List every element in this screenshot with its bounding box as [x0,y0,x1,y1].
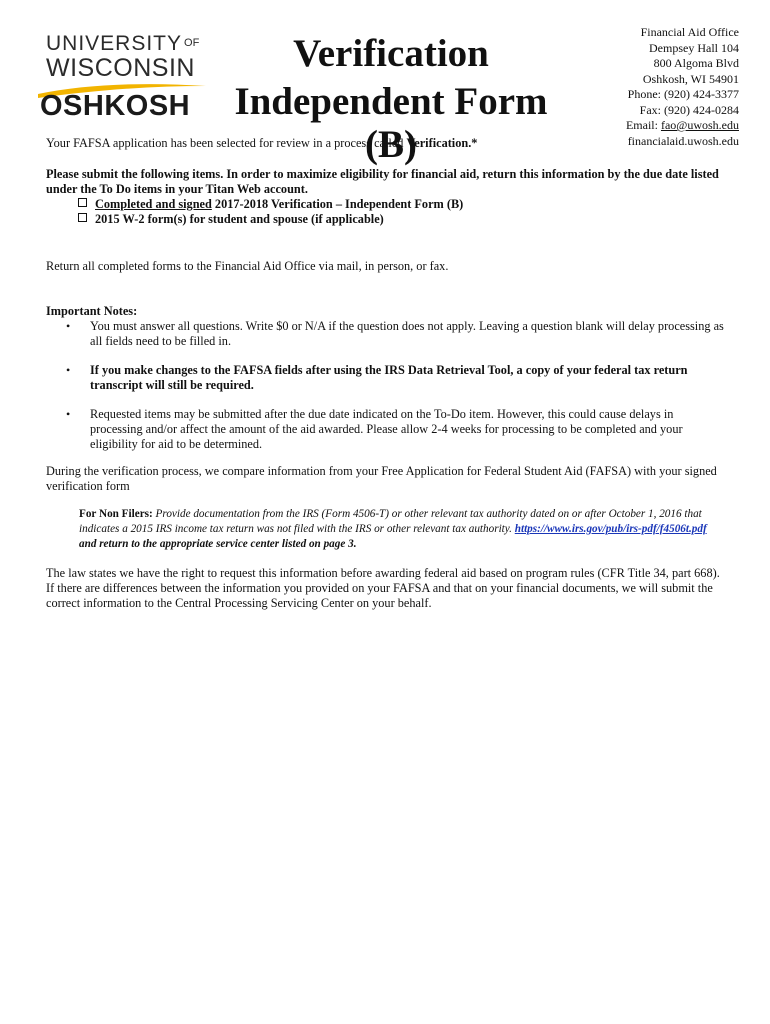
contact-phone: Phone: (920) 424-3377 [627,87,739,101]
bullet-icon: • [66,319,71,333]
non-filers-paragraph [46,507,726,552]
checkbox-icon [78,213,87,222]
bullet-icon: • [66,363,71,377]
logo-of: OF [184,37,200,49]
contact-building: Dempsey Hall 104 [649,40,739,55]
checkbox-icon [78,198,87,207]
logo-university: UNIVERSITY OF [46,32,200,55]
checklist-item-w2-text: 2015 W-2 form(s) for student and spouse (if applicable) [95,212,384,226]
bullet-icon: • [66,407,71,421]
contact-website[interactable]: financialaid.uwosh.edu [627,133,739,148]
checklist-item-form-rest: 2017-2018 Verification – Independent Form (B) [211,197,464,211]
compare-paragraph: During the verification process, we compare information from your Free Application for Federal Student Aid (FAFSA) with your signed verification form [46,464,717,493]
logo-oshkosh: OSHKOSH [40,90,191,122]
contact-email-link[interactable]: fao@uwosh.edu [660,118,739,132]
contact-street: 800 Algoma Blvd [653,56,739,70]
non-filers-label: For Non Filers: [79,508,153,520]
note-text-1: You must answer all questions. Write $0 or N/A if the question does not apply. Leaving a question blank will delay processing as all fields need to be filled in. [90,319,724,348]
non-filers-text: Provide documentation from the IRS (Form 4506-T) or other relevant tax authority dated on or after October 1, 2016 that indicates a 2015 IRS income tax return was not filed with the IRS or other relevant tax authority. [79,508,702,535]
intro-verification: Verification.* [406,136,478,150]
logo-wisconsin: WISCONSIN [46,54,195,82]
intro-paragraph: Your FAFSA application has been selected for review in a process called Verification.* [46,136,478,150]
contact-email-label: Email: [625,118,661,132]
checklist-item-form [46,197,726,212]
checklist-item-form-underlined: Completed and signed [95,197,212,211]
contact-fax: Fax: (920) 424-0284 [639,102,739,117]
note-item-3 [46,407,726,452]
document-body [46,136,726,611]
contact-city: Oshkosh, WI 54901 [642,71,739,86]
title-line-2: Independent Form (B) [234,79,548,167]
important-notes-heading: Important Notes: [46,304,138,318]
note-item-1 [46,319,726,349]
submit-instructions: Please submit the following items. In order to maximize eligibility for financial aid, return this information by the due date listed under the To Do items in your Titan Web account. [46,167,719,196]
contact-office: Financial Aid Office [640,25,739,39]
university-logo [36,30,208,126]
note-item-2 [46,363,726,393]
checklist-item-w2 [46,212,726,227]
title-line-1: Verification [293,32,489,75]
irs-form-link[interactable]: https://www.irs.gov/pub/irs-pdf/f4506t.pdf [514,523,707,535]
return-paragraph: Return all completed forms to the Financial Aid Office via mail, in person, or fax. [46,259,449,273]
non-filers-tail: and return to the appropriate service center listed on page 3. [79,538,357,550]
contact-block [560,25,739,149]
contact-email-row [560,118,739,134]
note-text-2: If you make changes to the FAFSA fields after using the IRS Data Retrieval Tool, a copy of your federal tax return transcript will still be required. [90,363,688,392]
note-text-3: Requested items may be submitted after the due date indicated on the To-Do item. However, this could cause delays in processing and/or affect the amount of the aid awarded. Please allow 2-4 weeks for processing to be completed and your eligibility for aid to be determined. [90,407,683,451]
law-paragraph: The law states we have the right to request this information before awarding federal aid based on program rules (CFR Title 34, part 668). If there are differences between the information you provided on your FAFSA and that on your financial documents, we will submit the correct information to the Central Processing Servicing Center on your behalf. [46,566,720,610]
